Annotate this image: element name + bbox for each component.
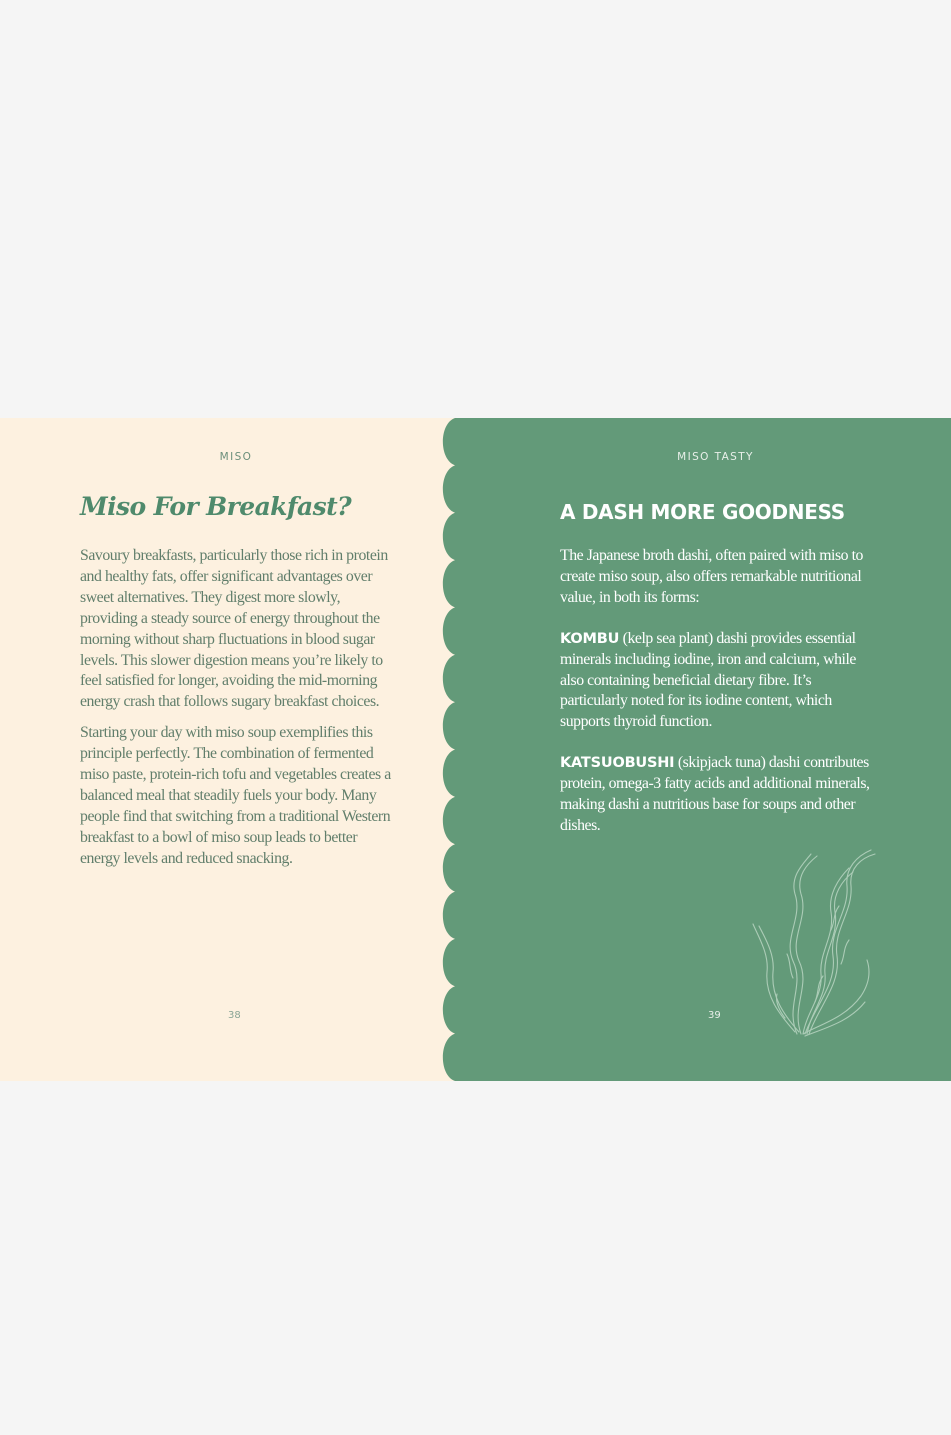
term-katsuobushi: KATSUOBUSHI bbox=[560, 755, 675, 772]
paragraph: Starting your day with miso soup exemplifies this principle perfectly. The combination of fermented miso paste, protein-rich tofu and vegetables creates a balanced meal that steadily fuels your body. Many people find that switching from a traditional Western breakfast to a bowl of miso soup leads to better energy levels and reduced snacking. bbox=[80, 724, 391, 867]
running-head-left: MISO bbox=[219, 451, 253, 463]
katsuobushi-text: (skipjack tuna) dashi contributes protein, omega-3 fatty acids and additional minerals, making dashi a nutritious base for soups and other dishes. bbox=[560, 754, 870, 834]
term-kombu: KOMBU bbox=[560, 630, 620, 647]
katsuobushi-paragraph bbox=[560, 753, 878, 837]
running-head-right: MISO TASTY bbox=[677, 451, 754, 463]
seaweed-illustration bbox=[745, 846, 880, 1038]
page-title-right: A DASH MORE GOODNESS bbox=[560, 500, 845, 524]
page-number-left: 38 bbox=[228, 1010, 241, 1021]
right-body-text bbox=[560, 546, 878, 857]
book-spread bbox=[0, 418, 951, 1081]
page-title-left: Miso For Breakfast? bbox=[80, 492, 352, 521]
intro-paragraph: The Japanese broth dashi, often paired with miso to create miso soup, also offers remarkable nutritional value, in both its forms: bbox=[560, 547, 863, 606]
kombu-paragraph bbox=[560, 629, 878, 734]
left-body-text bbox=[80, 546, 400, 880]
paragraph: Savoury breakfasts, particularly those rich in protein and healthy fats, offer significant advantages over sweet alternatives. They digest more slowly, providing a steady source of energy throughout the morning without sharp fluctuations in blood sugar levels. This slower digestion means you’re likely to feel satisfied for longer, avoiding the mid-morning energy crash that follows sugary breakfast choices. bbox=[80, 547, 388, 711]
kombu-text: (kelp sea plant) dashi provides essential minerals including iodine, iron and calcium, while also containing beneficial dietary fibre. It’s particularly noted for its iodine content, which supports thyroid function. bbox=[560, 629, 856, 731]
page-number-right: 39 bbox=[708, 1010, 721, 1021]
